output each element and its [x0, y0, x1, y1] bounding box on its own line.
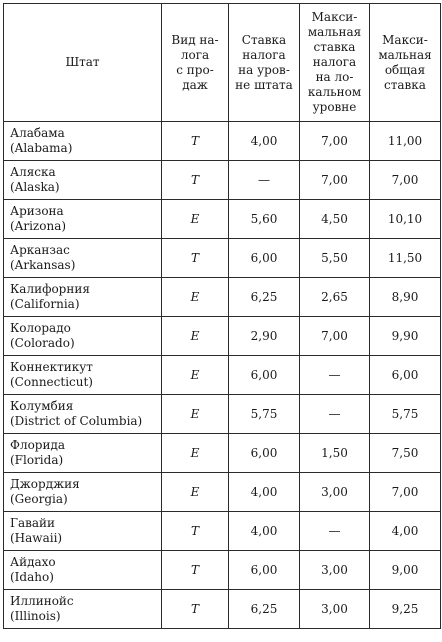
max-local-rate-cell: 5,50 [300, 239, 370, 278]
state-name-ru: Айдахо [10, 555, 56, 569]
tax-type-cell: E [162, 434, 229, 473]
table-row [4, 551, 441, 590]
state-name-cell [4, 395, 162, 434]
state-name-ru: Гавайи [10, 516, 56, 530]
tax-type-cell: E [162, 278, 229, 317]
max-total-rate-cell: 11,50 [370, 239, 441, 278]
state-name-cell [4, 317, 162, 356]
state-name-en: (District of Columbia) [10, 414, 143, 428]
tax-type-cell: T [162, 512, 229, 551]
max-total-rate-cell: 9,25 [370, 590, 441, 629]
max-local-rate-cell: 3,00 [300, 551, 370, 590]
table-row [4, 395, 441, 434]
tax-type-cell: T [162, 590, 229, 629]
header-row [4, 4, 441, 122]
table-row [4, 278, 441, 317]
max-local-rate-cell: 3,00 [300, 473, 370, 512]
table-row [4, 512, 441, 551]
state-rate-cell: 6,00 [229, 356, 300, 395]
state-rate-cell: 4,00 [229, 122, 300, 161]
state-name-en: (Alabama) [10, 141, 73, 155]
state-name-ru: Коннектикут [10, 360, 93, 374]
tax-type-cell: E [162, 395, 229, 434]
state-name-ru: Аризона [10, 204, 64, 218]
table-row [4, 239, 441, 278]
max-local-rate-cell: — [300, 395, 370, 434]
state-name-ru: Аляска [10, 165, 56, 179]
state-rate-cell: 2,90 [229, 317, 300, 356]
header-max-total-rate: Макси- мальная общая ставка [370, 4, 441, 122]
table-row [4, 317, 441, 356]
state-name-cell [4, 473, 162, 512]
state-rate-cell: 6,25 [229, 278, 300, 317]
state-rate-cell: 6,00 [229, 434, 300, 473]
max-total-rate-cell: 9,90 [370, 317, 441, 356]
state-name-en: (Hawaii) [10, 531, 63, 545]
state-name-cell [4, 590, 162, 629]
max-local-rate-cell: 7,00 [300, 122, 370, 161]
max-total-rate-cell: 8,90 [370, 278, 441, 317]
state-name-cell [4, 551, 162, 590]
table-row [4, 590, 441, 629]
table-row [4, 200, 441, 239]
state-name-en: (Alaska) [10, 180, 60, 194]
state-rate-cell: 4,00 [229, 512, 300, 551]
max-total-rate-cell: 6,00 [370, 356, 441, 395]
state-rate-cell: 5,60 [229, 200, 300, 239]
state-name-ru: Флорида [10, 438, 66, 452]
max-local-rate-cell: 1,50 [300, 434, 370, 473]
state-name-cell [4, 356, 162, 395]
state-name-ru: Арканзас [10, 243, 70, 257]
state-name-ru: Иллинойс [10, 594, 74, 608]
tax-type-cell: T [162, 239, 229, 278]
tax-type-cell: T [162, 122, 229, 161]
state-rate-cell: 6,00 [229, 551, 300, 590]
max-total-rate-cell: 9,00 [370, 551, 441, 590]
state-name-cell [4, 239, 162, 278]
state-rate-cell: 4,00 [229, 473, 300, 512]
tax-type-cell: T [162, 161, 229, 200]
tax-type-cell: E [162, 317, 229, 356]
state-name-en: (Connecticut) [10, 375, 93, 389]
max-total-rate-cell: 7,50 [370, 434, 441, 473]
header-tax-type: Вид на- лога с про- даж [162, 4, 229, 122]
state-name-ru: Джорджия [10, 477, 80, 491]
max-local-rate-cell: — [300, 512, 370, 551]
state-name-ru: Колумбия [10, 399, 74, 413]
state-name-ru: Колорадо [10, 321, 71, 335]
state-rate-cell: 5,75 [229, 395, 300, 434]
state-rate-cell: 6,25 [229, 590, 300, 629]
state-rate-cell: 6,00 [229, 239, 300, 278]
state-name-en: (Arkansas) [10, 258, 76, 272]
max-total-rate-cell: 7,00 [370, 473, 441, 512]
header-state: Штат [4, 4, 162, 122]
state-name-ru: Калифорния [10, 282, 90, 296]
max-local-rate-cell: 7,00 [300, 161, 370, 200]
tax-type-cell: E [162, 356, 229, 395]
max-total-rate-cell: 10,10 [370, 200, 441, 239]
table-row [4, 161, 441, 200]
sales-tax-table [3, 3, 441, 629]
header-max-local-rate: Макси- мальная ставка налога на ло- кальном уровне [300, 4, 370, 122]
max-total-rate-cell: 7,00 [370, 161, 441, 200]
state-name-en: (California) [10, 297, 80, 311]
max-total-rate-cell: 5,75 [370, 395, 441, 434]
max-local-rate-cell: — [300, 356, 370, 395]
max-local-rate-cell: 4,50 [300, 200, 370, 239]
state-name-cell [4, 200, 162, 239]
max-total-rate-cell: 11,00 [370, 122, 441, 161]
max-total-rate-cell: 4,00 [370, 512, 441, 551]
table-row [4, 356, 441, 395]
state-name-cell [4, 434, 162, 473]
state-name-cell [4, 278, 162, 317]
state-name-cell [4, 122, 162, 161]
state-name-cell [4, 161, 162, 200]
state-name-en: (Georgia) [10, 492, 68, 506]
state-name-en: (Colorado) [10, 336, 75, 350]
max-local-rate-cell: 2,65 [300, 278, 370, 317]
tax-type-cell: E [162, 200, 229, 239]
tax-type-cell: T [162, 551, 229, 590]
state-name-cell [4, 512, 162, 551]
max-local-rate-cell: 3,00 [300, 590, 370, 629]
table-row [4, 122, 441, 161]
table-row [4, 434, 441, 473]
max-local-rate-cell: 7,00 [300, 317, 370, 356]
table-row [4, 473, 441, 512]
state-name-en: (Illinois) [10, 609, 61, 623]
state-name-ru: Алабама [10, 126, 65, 140]
state-rate-cell: — [229, 161, 300, 200]
state-name-en: (Idaho) [10, 570, 54, 584]
state-name-en: (Florida) [10, 453, 64, 467]
header-state-rate: Ставка налога на уров- не штата [229, 4, 300, 122]
tax-type-cell: E [162, 473, 229, 512]
state-name-en: (Arizona) [10, 219, 67, 233]
table-body [4, 122, 441, 629]
